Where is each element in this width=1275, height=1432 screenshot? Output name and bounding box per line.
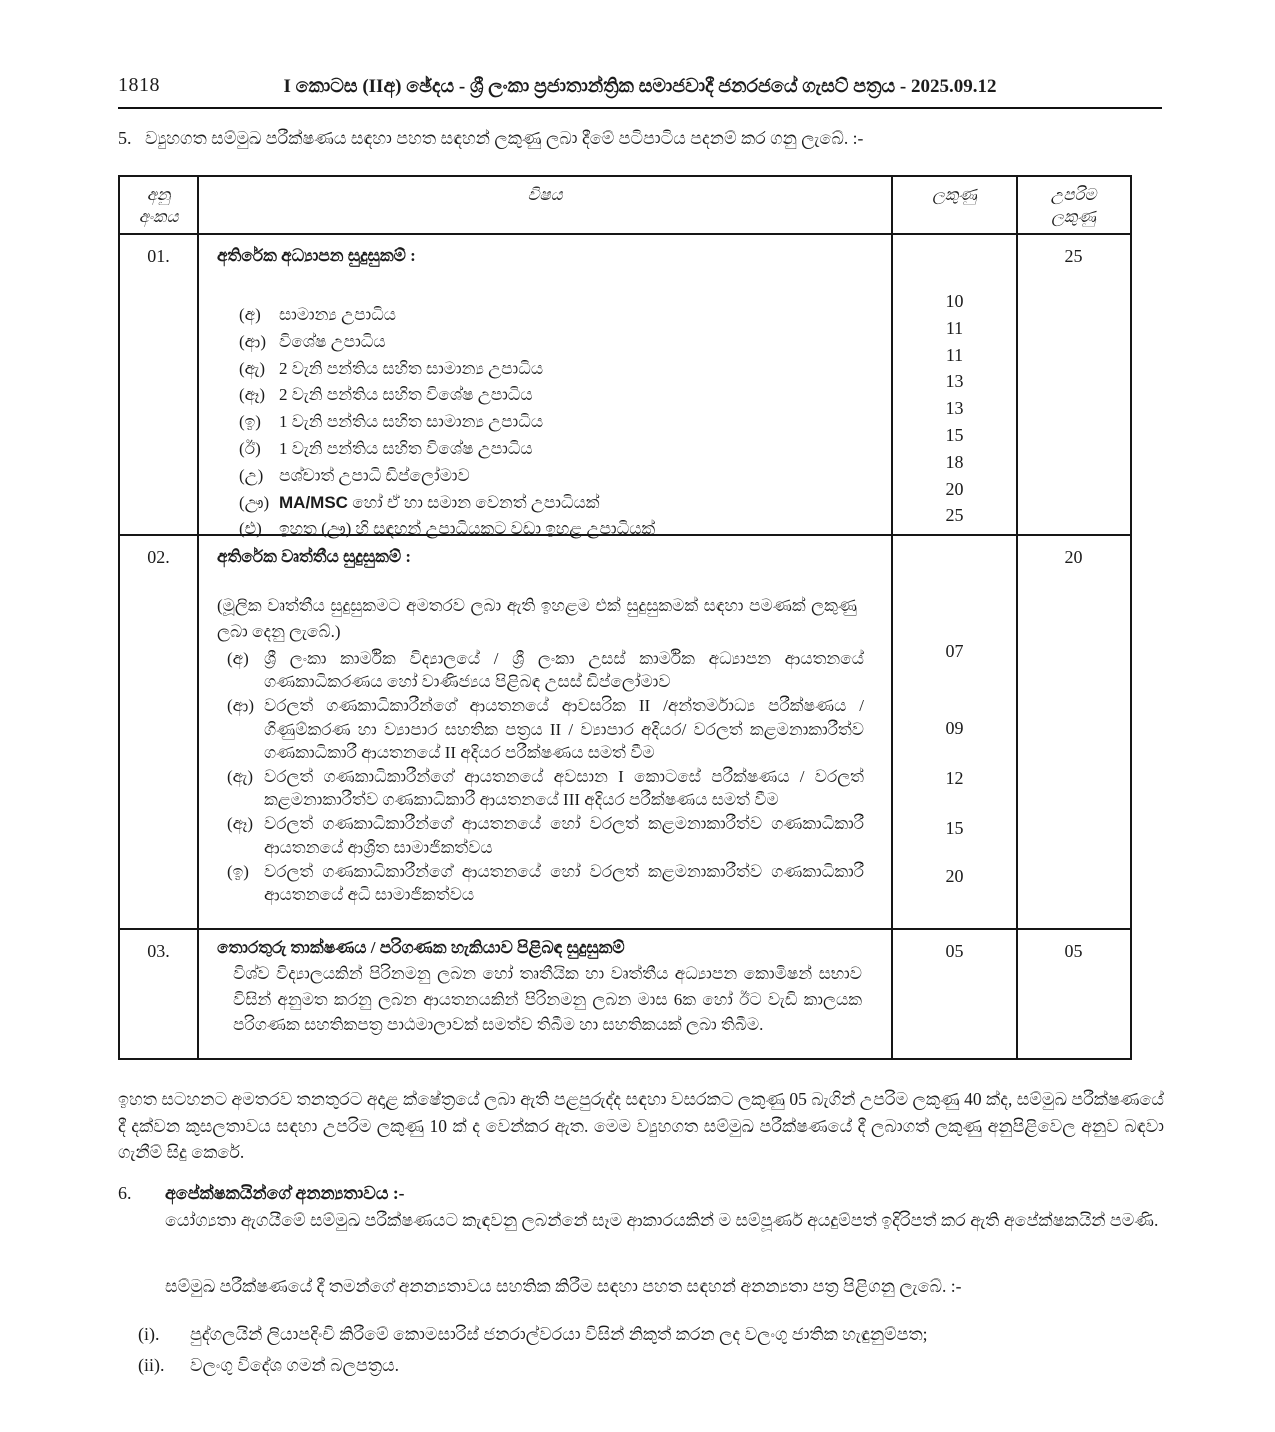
marks-value: 10 <box>945 291 964 311</box>
section-5 <box>118 128 1162 149</box>
list-item: (උ) පශ්චාත් උපාධි ඩිප්ලෝමාව <box>239 465 470 485</box>
section-5-text: ව්‍යුහගත සම්මුඛ පරීක්ෂණය සඳහා පහත සඳහන් ලකුණු ලබා දීමේ පටිපාටිය පදනම් කර ගනු ලැබේ. :- <box>145 128 864 148</box>
section-5-number: 5. <box>118 128 132 148</box>
section-6-number: 6. <box>118 1183 132 1203</box>
marks-value: 20 <box>945 478 964 499</box>
header-rule <box>118 107 1162 109</box>
list-item: (එ) ඉහත (ඌ) හි සඳහන් උපාධියකට වඩා ඉහළ උපාධියක් <box>239 519 656 539</box>
marks-value: 15 <box>945 424 964 445</box>
marks-value: 20 <box>945 866 964 886</box>
col-header-subject: විෂය <box>197 177 891 233</box>
row-02-subject <box>197 536 891 928</box>
list-item: (ii). වලංගු විදේශ ගමන් බලපත්‍රය. <box>138 1355 399 1375</box>
row-01-max-marks: 25 <box>1016 235 1129 543</box>
marks-value: 07 <box>945 641 964 661</box>
list-item: (ඌ) MA/MSC හෝ ඒ හා සමාන වෙනත් උපාධියක් <box>239 492 600 512</box>
section-6-paragraph-2: සම්මුඛ පරීක්ෂණයේ දී තමන්ගේ අනන්‍යතාවය සහතික කිරීම සඳහා පහත සඳහන් අනන්‍යතා පත්‍ර පිළිගනු ලැබේ. :- <box>165 1276 962 1296</box>
marks-value: 11 <box>945 317 964 338</box>
row-03-title: තොරතුරු තාක්ෂණය / පරිගණක හැකියාව පිළිබඳ සුදුසුකම් <box>217 938 625 957</box>
identity-document-list <box>138 1322 1158 1384</box>
list-item: (ඈ) වරලත් ගණකාධිකාරීන්ගේ ආයතනයේ හෝ වරලත් කළමනාකාරීත්ව ගණකාධිකාරී ආයතනයේ ආශ්‍රිත සාමාජිකත්වය <box>227 814 864 857</box>
page-number: 1818 <box>118 74 160 96</box>
table-header-row <box>120 177 1130 233</box>
section-6-title: අපේක්ෂකයින්ගේ අනන්‍යතාවය :- <box>165 1183 405 1203</box>
row-02-items <box>217 647 877 906</box>
list-item: (ඈ) 2 වැනි පන්තිය සහිත විශේෂ උපාධිය <box>239 385 533 405</box>
row-01-marks <box>891 235 1016 543</box>
list-item: (ආ) විශේෂ උපාධිය <box>239 331 386 351</box>
list-item: (ඇ) වරලත් ගණකාධිකාරීන්ගේ ආයතනයේ අවසාන I කොටසේ පරීක්ෂණය / වරලත් කළමනාකාරීත්ව ගණකාධිකාරී ආයතනයේ III අදියර පරීක්ෂණය සමත් වීම <box>227 767 864 810</box>
row-01-subject <box>197 235 891 543</box>
table-row-03 <box>120 928 1130 1058</box>
gazette-header-title: I කොටස (IIඅ) ඡේදය - ශ්‍රී ලංකා ප්‍රජාතාන්ත්‍රික සමාජවාදී ජනරජයේ ගැසට් පත්‍රය - 2025.09.12 <box>283 76 997 97</box>
after-table-paragraph: ඉහත සටහනට අමතරව තනතුරට අදාළ ක්ෂේත්‍රයේ ලබා ඇති පළපුරුද්ද සඳහා වසරකට ලකුණු 05 බැගින් උපරිම ලකුණු 40 ක්ද, සම්මුඛ පරීක්ෂණයේ දී දක්වන කුසලතාවය සඳහා උපරිම ලකුණු 10 ක් ද වෙන්කර ඇත. මෙම ව්‍යුහගත සම්මුඛ පරීක්ෂණයේ දී ලබාගත් ලකුණු අනුපිළිවෙල අනුව බඳවා ගැනීම් සිදු කෙරේ. <box>118 1089 1164 1162</box>
row-03-serial: 03. <box>147 941 170 961</box>
list-item: (i). පුද්ගලයින් ලියාපදිංචි කිරීමේ කොමසාරිස් ජනරාල්වරයා විසින් නිකුත් කරන ලද වලංගු ජාතික හැඳුනුම්පත; <box>138 1324 928 1344</box>
marks-value: 12 <box>945 768 964 788</box>
row-02-title: අතිරේක වෘත්තීය සුදුසුකම් : <box>217 547 412 566</box>
marks-value: 11 <box>945 344 964 365</box>
row-02-note: (මූලික වෘත්තීය සුදුසුකමට අමතරව ලබා ඇති ඉහළම එක් සුදුසුකමක් සඳහා පමණක් ලකුණු ලබා දෙනු ලැබේ.) <box>217 596 857 641</box>
marks-value: 13 <box>945 371 964 392</box>
list-item: (අ) සාමාන්‍ය උපාධිය <box>239 305 397 324</box>
marks-value: 09 <box>945 718 964 738</box>
row-01-items <box>217 302 877 543</box>
marks-value: 25 <box>945 505 964 526</box>
row-02-serial: 02. <box>147 547 170 567</box>
list-item: (ඊ) 1 වැනි පන්තිය සහිත විශේෂ උපාධිය <box>239 438 533 458</box>
section-6-heading <box>118 1183 404 1204</box>
row-01-title: අතිරේක අධ්‍යාපන සුදුසුකම් : <box>217 246 416 265</box>
list-item: (ඇ) 2 වැනි පන්තිය සහිත සාමාන්‍ය උපාධිය <box>239 358 544 378</box>
list-item: (ඉ) වරලත් ගණකාධිකාරීන්ගේ ආයතනයේ හෝ වරලත් කළමනාකාරීත්ව ගණකාධිකාරී ආයතනයේ අධි සාමාජිකත්වය <box>227 861 864 905</box>
marks-value: 18 <box>945 451 964 472</box>
list-item: (ආ) වරලත් ගණකාධිකාරීන්ගේ ආයතනයේ ආවසරික II /අන්තර්මාධ්‍ය පරීක්ෂණය /ගිණුම්කරණ හා ව්‍යාපාර සහතික පත්‍රය II / ව්‍යාපාර අදියර/ වරලත් කළමනාකාරීත්ව ගණකාධිකාරී ආයතනයේ II අදියර පරීක්ෂණය සමත් වීම <box>227 696 864 762</box>
marks-table <box>118 175 1132 1060</box>
table-row-01 <box>120 233 1130 539</box>
row-03-marks: 05 <box>891 930 1016 1058</box>
list-item: (අ) ශ්‍රී ලංකා කාර්මික විද්‍යාලයේ / ශ්‍රී ලංකා උසස් කාර්මික අධ්‍යාපන ආයතනයේ ගණකාධිකරණය හෝ වාණිජ්‍යය පිළිබඳ උසස් ඩිප්ලෝමාව <box>227 649 864 692</box>
row-02-marks <box>891 536 1016 928</box>
row-03-subject <box>197 930 891 1058</box>
table-row-02 <box>120 534 1130 928</box>
row-01-serial: 01. <box>147 246 170 266</box>
row-03-body: විශ්ව විද්‍යාලයකින් පිරිනමනු ලබන හෝ තෘතීයික හා වෘත්තීය අධ්‍යාපන කොමිෂන් සභාව විසින් අනුමත කරනු ලබන ආයතනයකින් පිරිනමනු ලබන මාස 6ක හෝ ඊට වැඩි කාලයක පරිගණක සහතිකපත්‍ර පාඨමාලාවක් සමත්ව තිබීම හා සහතිකයක් ලබා තිබීම. <box>233 964 862 1034</box>
col-header-serial: අනු අංකය <box>138 185 179 226</box>
row-02-max-marks: 20 <box>1016 536 1129 928</box>
list-item: (ඉ) 1 වැනි පන්තිය සහිත සාමාන්‍ය උපාධිය <box>239 412 544 432</box>
marks-value: 13 <box>945 398 964 419</box>
col-header-marks: ලකුණු <box>891 177 1016 233</box>
col-header-max-marks: උපරිම ලකුණු <box>1016 177 1129 233</box>
marks-value: 15 <box>945 818 964 838</box>
row-03-max-marks: 05 <box>1016 930 1129 1058</box>
section-6-body: යෝග්‍යතා ඇගයීමේ සම්මුඛ පරීක්ෂණයට කැඳවනු ලබන්නේ සෑම ආකාරයකින් ම සම්පූර්ණ අයදුම්පත් ඉදිරිපත් කර ඇති අපේක්ෂකයින් පමණි. <box>165 1210 1159 1230</box>
